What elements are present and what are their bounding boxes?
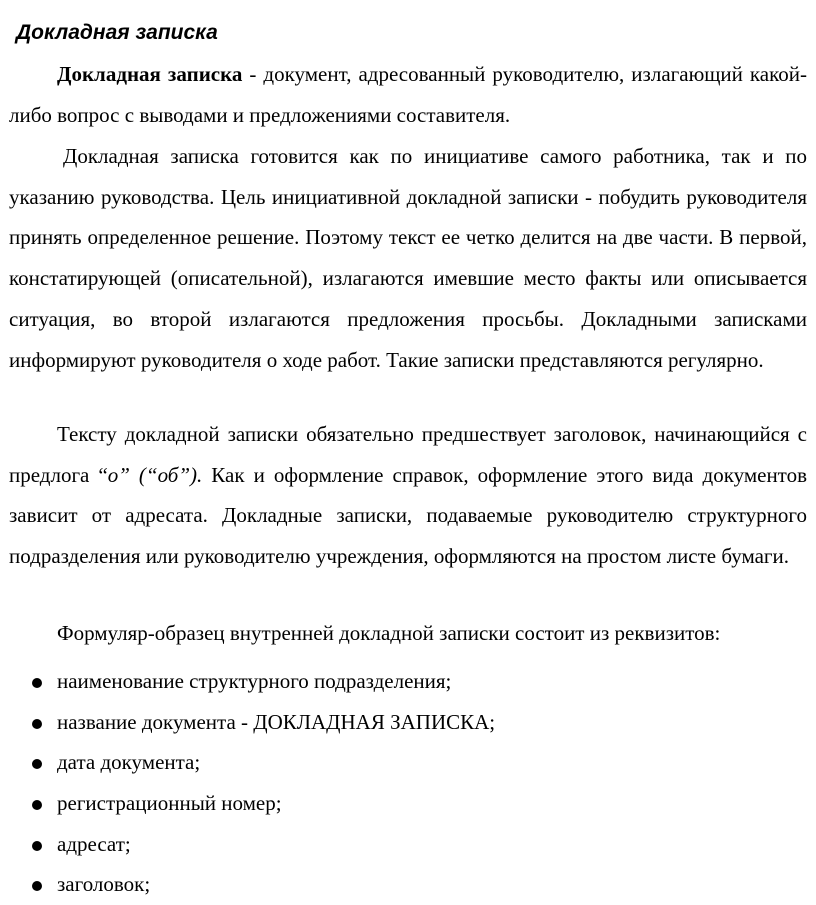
document-title: Докладная записка (16, 21, 218, 44)
list-item-text: регистрационный номер; (57, 791, 282, 816)
requisites-intro-paragraph: Формуляр-образец внутренней докладной записки состоит из реквизитов: (57, 621, 721, 645)
heading-rules-preposition: о” (“об”). (107, 462, 203, 487)
heading-rules-paragraph (9, 414, 807, 577)
requisites-list (32, 661, 495, 905)
list-item (32, 661, 495, 702)
bullet-icon (32, 759, 42, 769)
list-item (32, 824, 495, 865)
definition-paragraph (9, 54, 807, 135)
bullet-icon (32, 881, 42, 891)
list-item-text: адресат; (57, 831, 131, 856)
list-item (32, 742, 495, 783)
heading-rules-text-start: Тексту докладной записки обязательно предшествует заголовок, начинающийся с предлога “ (9, 422, 807, 487)
heading-rules-text-end: Как и оформление справок, оформление этого вида документов зависит от адресата. Докладные записки, подаваемые руководителю структурного подразделения или руководителю учреждения, оформляются на простом листе бумаги. (9, 462, 807, 569)
purpose-paragraph: Докладная записка готовится как по инициативе самого работника, так и по указанию руководства. Цель инициативной докладной записки - побудить руководителя принять определенное решение. Поэтому текст ее четко делится на две части. В первой, констатирующей (описательной), излагаются имевшие место факты или описывается ситуация, во второй излагаются предложения просьбы. Докладными записками информируют руководителя о ходе работ. Такие записки представляются регулярно. (9, 144, 807, 372)
bullet-icon (32, 800, 42, 810)
definition-term: Докладная записка (57, 62, 243, 86)
list-item-text: наименование структурного подразделения; (57, 669, 452, 693)
bullet-icon (32, 719, 42, 729)
list-item-text: дата документа; (57, 750, 201, 775)
definition-text: - документ, адресованный руководителю, излагающий какой-либо вопрос с выводами и предложениями составителя. (9, 62, 807, 127)
bullet-icon (32, 841, 42, 851)
list-item-text: название документа - ДОКЛАДНАЯ ЗАПИСКА; (57, 709, 496, 734)
bullet-icon (32, 678, 42, 688)
list-item (32, 783, 495, 824)
list-item (32, 702, 495, 743)
list-item-text: заголовок; (57, 872, 151, 897)
list-item (32, 864, 495, 905)
